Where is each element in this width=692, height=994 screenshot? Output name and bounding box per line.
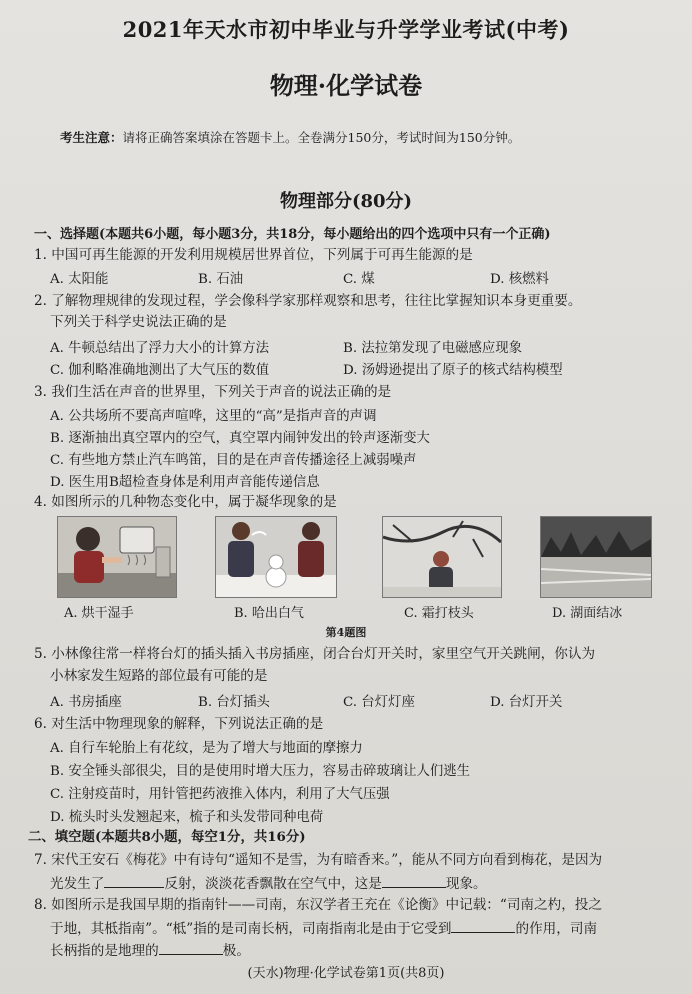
notice-text: 请将正确答案填涂在答题卡上。全卷满分150分，考试时间为150分钟。 <box>122 130 521 145</box>
figure-breath-mist <box>215 516 337 598</box>
exam-subtitle: 物理·化学试卷 <box>269 71 423 100</box>
q2-option-a: A. 牛顿总结出了浮力大小的计算方法 <box>50 341 270 356</box>
q7-blank-1[interactable] <box>104 873 164 888</box>
section-title: 物理部分(80分) <box>279 191 413 212</box>
q8-blank-2[interactable] <box>159 940 223 955</box>
question-4: 4. 如图所示的几种物态变化中，属于凝华现象的是 <box>34 494 337 510</box>
q5-option-d: D. 台灯开关 <box>490 695 563 710</box>
q1-option-c: C. 煤 <box>343 272 375 287</box>
question-8-line3 <box>50 940 250 960</box>
q7-text-a: 光发生了 <box>50 876 105 892</box>
figure-frozen-lake <box>540 516 652 598</box>
q3-option-a: A. 公共场所不要高声喧哗，这里的“高”是指声音的声调 <box>50 409 377 424</box>
question-2-line1: 2. 了解物理规律的发现过程，学会像科学家那样观察和思考，往往比掌握知识本身更重要。 <box>34 293 582 309</box>
question-7-line2 <box>50 873 487 893</box>
q8-text-c: 长柄指的是地理的 <box>50 943 159 959</box>
question-7-line1: 7. 宋代王安石《梅花》中有诗句“遥知不是雪，为有暗香来。”，能从不同方向看到梅花，是因为 <box>34 852 603 868</box>
question-5-line2: 小林家发生短路的部位最有可能的是 <box>50 668 268 684</box>
q1-option-a: A. 太阳能 <box>50 272 109 287</box>
q3-option-d: D. 医生用B超检查身体是利用声音能传递信息 <box>50 475 320 490</box>
part2-heading: 二、填空题(本题共8小题，每空1分，共16分) <box>28 829 306 845</box>
question-3: 3. 我们生活在声音的世界里，下列关于声音的说法正确的是 <box>34 384 392 400</box>
q2-option-b: B. 法拉第发现了电磁感应现象 <box>343 341 523 356</box>
q5-option-b: B. 台灯插头 <box>198 695 270 710</box>
candidate-notice <box>60 128 520 146</box>
figure-caption: 第4题图 <box>325 626 367 639</box>
question-2-line2: 下列关于科学史说法正确的是 <box>50 314 227 330</box>
figure-drying-hands <box>57 516 177 598</box>
question-8-line2 <box>50 918 597 938</box>
q3-option-b: B. 逐渐抽出真空罩内的空气，真空罩内闹钟发出的铃声逐渐变大 <box>50 431 430 446</box>
q7-text-c: 现象。 <box>445 876 487 892</box>
q3-option-c: C. 有些地方禁止汽车鸣笛，目的是在声音传播途径上减弱噪声 <box>50 453 417 468</box>
q4-option-c: C. 霜打枝头 <box>404 606 474 621</box>
q4-option-a: A. 烘干湿手 <box>64 606 134 621</box>
q5-option-a: A. 书房插座 <box>50 695 122 710</box>
q7-blank-2[interactable] <box>382 873 446 888</box>
part1-heading: 一、选择题(本题共6小题，每小题3分，共18分，每小题给出的四个选项中只有一个正确) <box>34 227 551 242</box>
question-8-line1: 8. 如图所示是我国早期的指南针——司南，东汉学者王充在《论衡》中记载：“司南之杓，投之 <box>34 897 602 913</box>
q8-blank-1[interactable] <box>451 918 515 933</box>
q4-option-b: B. 哈出白气 <box>234 606 304 621</box>
q6-option-c: C. 注射疫苗时，用针管把药液推入体内，利用了大气压强 <box>50 787 390 802</box>
q6-option-d: D. 梳头时头发翘起来，梳子和头发带同种电荷 <box>50 810 324 825</box>
q6-option-a: A. 自行车轮胎上有花纹，是为了增大与地面的摩擦力 <box>50 741 363 756</box>
q8-text-a: 于地，其柢指南”。“柢”指的是司南长柄，司南指南北是由于它受到 <box>50 921 452 937</box>
question-6: 6. 对生活中物理现象的解释，下列说法正确的是 <box>34 716 324 732</box>
q1-option-d: D. 核燃料 <box>490 272 549 287</box>
notice-label: 考生注意： <box>60 130 123 145</box>
exam-title: 2021年天水市初中毕业与升学学业考试(中考) <box>122 17 570 42</box>
q7-text-b: 反射，淡淡花香飘散在空气中，这是 <box>164 876 382 892</box>
page-footer: (天水)物理·化学试卷第1页(共8页) <box>247 966 445 981</box>
q4-option-d: D. 湖面结冰 <box>552 606 623 621</box>
q8-text-d: 极。 <box>222 943 250 959</box>
question-1: 1. 中国可再生能源的开发利用规模居世界首位，下列属于可再生能源的是 <box>34 247 473 263</box>
q8-text-b: 的作用，司南 <box>515 921 598 937</box>
q1-option-b: B. 石油 <box>198 272 244 287</box>
question-5-line1: 5. 小林像往常一样将台灯的插头插入书房插座，闭合台灯开关时，家里空气开关跳闸，你认为 <box>34 646 596 662</box>
q5-option-c: C. 台灯灯座 <box>343 695 415 710</box>
q2-option-c: C. 伽利略准确地测出了大气压的数值 <box>50 363 270 378</box>
q2-option-d: D. 汤姆逊提出了原子的核式结构模型 <box>343 363 563 378</box>
q6-option-b: B. 安全锤头部很尖，目的是使用时增大压力，容易击碎玻璃让人们逃生 <box>50 764 471 779</box>
figure-frost-branches <box>382 516 502 598</box>
